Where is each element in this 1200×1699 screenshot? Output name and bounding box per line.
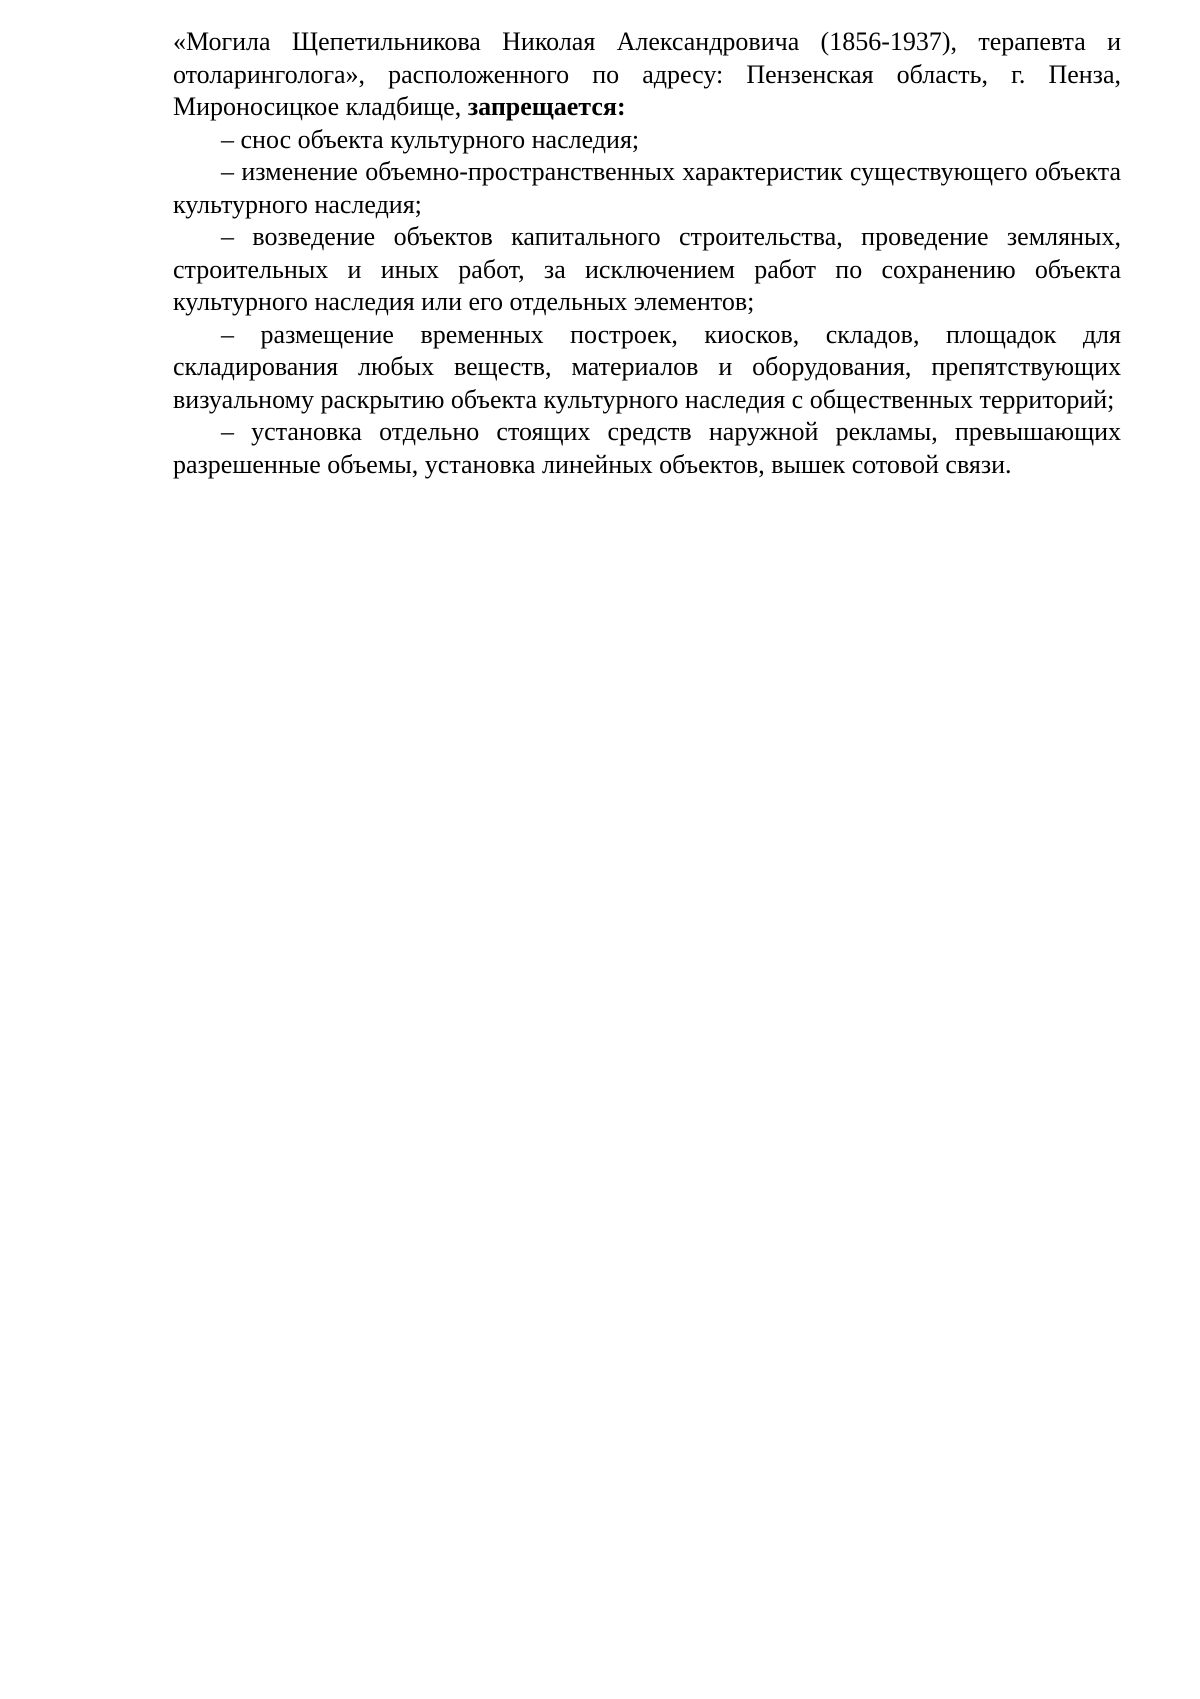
intro-emphasis: запрещается: xyxy=(467,92,626,121)
list-item xyxy=(173,156,1121,221)
item-text: размещение временных построек, киосков, складов, площадок для складирования любых веществ, материалов и оборудования, препятствующих визуальному раскрытию объекта культурного наследия с общественных территорий; xyxy=(173,319,1121,414)
item-dash: – xyxy=(221,157,234,186)
item-dash: – xyxy=(221,319,234,349)
item-dash: – xyxy=(221,222,234,251)
list-item xyxy=(173,221,1121,319)
list-item xyxy=(173,319,1121,417)
document-body xyxy=(173,26,1121,481)
list-item xyxy=(173,124,1121,157)
item-text: изменение объемно-пространственных характеристик существующего объекта культурного наследия; xyxy=(173,157,1121,219)
item-text: возведение объектов капитального строительства, проведение земляных, строительных и иных работ, за исключением работ по сохранению объекта культурного наследия или его отдельных элементов; xyxy=(173,222,1121,316)
item-text: снос объекта культурного наследия; xyxy=(234,124,640,154)
item-dash: – xyxy=(221,417,234,446)
item-text: установка отдельно стоящих средств наружной рекламы, превышающих разрешенные объемы, установка линейных объектов, вышек сотовой связи. xyxy=(173,417,1121,479)
item-dash: – xyxy=(221,124,234,154)
list-item xyxy=(173,416,1121,481)
intro-paragraph xyxy=(173,26,1121,124)
intro-text: «Могила Щепетильникова Николая Александровича (1856-1937), терапевта и отоларинголога», расположенного по адресу: Пензенская область, г. Пенза, Мироносицкое кладбище, xyxy=(173,27,1121,121)
